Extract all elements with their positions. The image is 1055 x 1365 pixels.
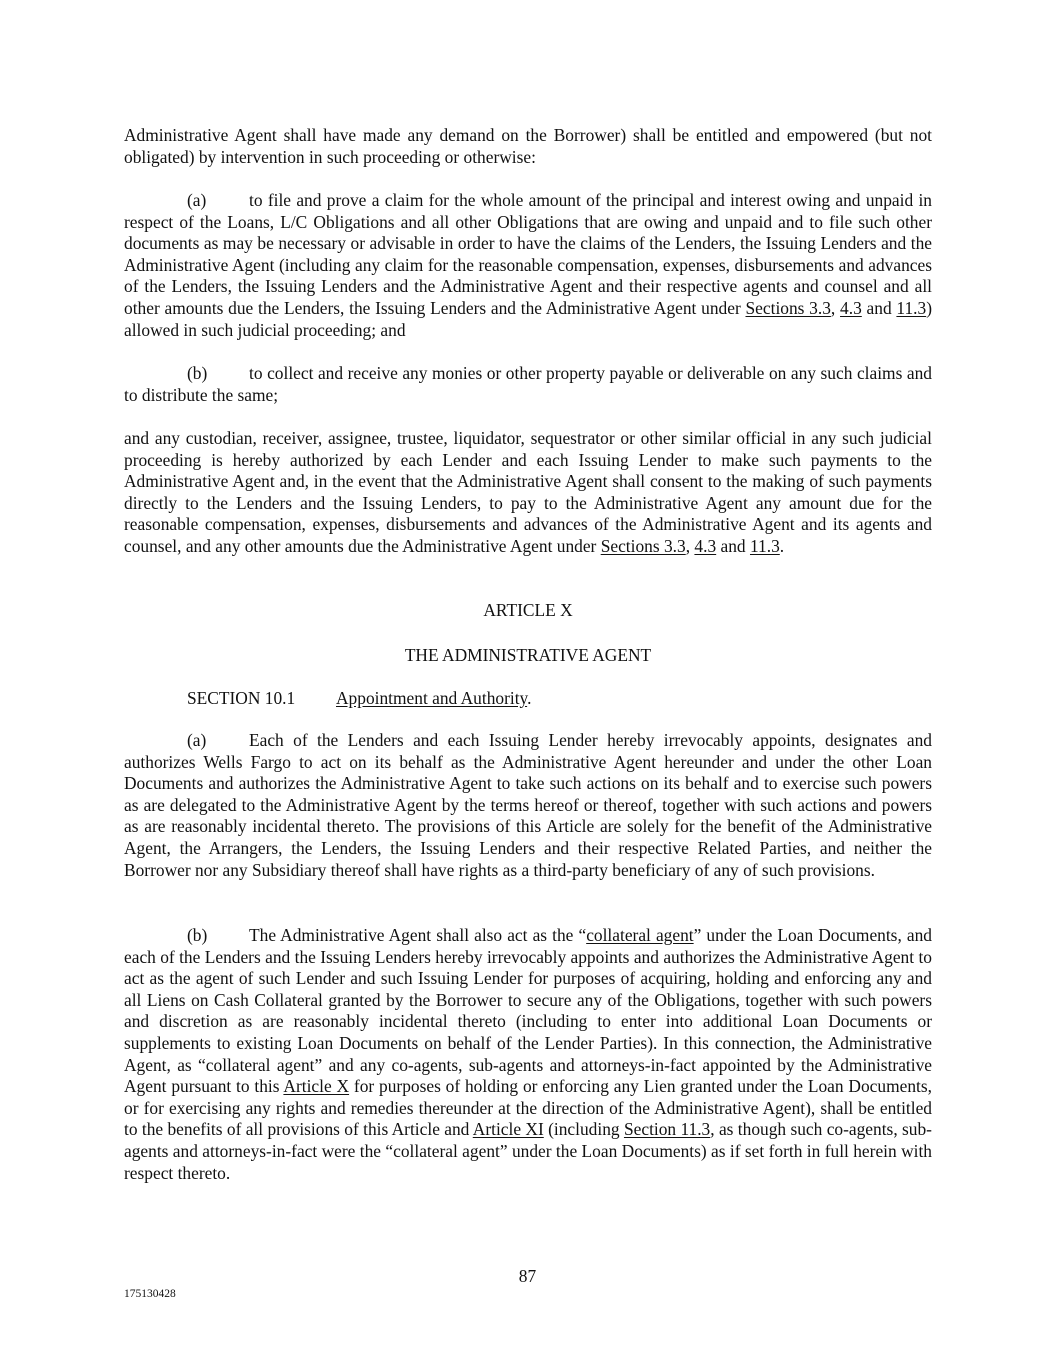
ref-section-11-3: Section 11.3 <box>623 1119 711 1140</box>
ref-11-3: 11.3 <box>749 535 780 556</box>
clause-a-label: (a) <box>187 190 207 210</box>
ref-4-3: 4.3 <box>840 297 862 318</box>
ref-article-xi: Article XI <box>472 1119 544 1140</box>
clause-a: (a) to file and prove a claim for the whole amount of the principal and interest owing and unpaid in respect of the Loans, L/C Obligations and all other Obligations that are owing and unpaid and to file such other documents as may be necessary or advisable in order to have the claims of the Lenders, the Issuing Lenders and the Administrative Agent (including any claim for the reasonable compensation, expenses, disbursements and advances of the Lenders, the Issuing Lenders and the Administrative Agent and their respective agents and counsel and all other amounts due the Lenders, the Issuing Lenders and the Administrative Agent under Sections 3.3, 4.3 and 11.3) allowed in such judicial proceeding; and <box>124 190 932 340</box>
clause-b-text: to collect and receive any monies or other property payable or deliverable on any such claims and to distribute the same; <box>124 363 932 405</box>
intro-text: Administrative Agent shall have made any demand on the Borrower) shall be entitled and empowered (but not obligated) by intervention in such proceeding or otherwise: <box>124 125 932 167</box>
section-number: SECTION 10.1 <box>187 688 296 708</box>
document-id: 175130428 <box>124 1288 176 1300</box>
ref-article-x: Article X <box>283 1076 350 1097</box>
section-title: Appointment and Authority <box>336 688 528 708</box>
term-collateral-agent: collateral agent <box>586 925 694 945</box>
clause-a-text: to file and prove a claim for the whole amount of the principal and interest owing and unpaid in respect of the Loans, L/C Obligations and all other Obligations that are owing and unpaid and to file such other documents as may be necessary or advisable in order to have the claims of the Lenders, the Issuing Lenders and the Administrative Agent (including any claim for the reasonable compensation, expenses, disbursements and advances of the Lenders, the Issuing Lenders and the Administrative Agent and their respective agents and counsel and all other amounts due the Lenders, the Issuing Lenders and the Administrative Agent under <box>124 190 932 318</box>
ref-11-3: 11.3 <box>896 297 927 318</box>
section-clause-b-label: (b) <box>187 925 208 945</box>
section-clause-a <box>124 730 932 881</box>
section-clause-a-text: Each of the Lenders and each Issuing Lender hereby irrevocably appoints, designates and authorizes Wells Fargo to act on its behalf as the Administrative Agent hereunder and under the other Loan Documents and authorizes the Administrative Agent to take such actions on its behalf and to exercise such powers as are delegated to the Administrative Agent by the terms hereof or thereof, together with such actions and powers as are reasonably incidental thereto. The provisions of this Article are solely for the benefit of the Administrative Agent, the Arrangers, the Lenders, the Issuing Lenders and their respective Related Parties, and neither the Borrower nor any Subsidiary thereof shall have rights as a third-party beneficiary of any of such provisions. <box>124 730 932 880</box>
intro-paragraph <box>124 125 932 168</box>
article-heading: ARTICLE X <box>483 600 573 620</box>
ref-4-3: 4.3 <box>694 535 717 556</box>
section-clause-a-label: (a) <box>187 730 207 750</box>
section-clause-b: (b) The Administrative Agent shall also act as the “collateral agent” under the Loan Documents, and each of the Lenders and the Issuing Lenders hereby irrevocably appoints and authorizes the Administrative Agent to act as the agent of such Lender and such Issuing Lender for purposes of acquiring, holding and enforcing any and all Liens on Cash Collateral granted by the Borrower to secure any of the Obligations, together with such powers and discretion as are reasonably incidental thereto (including to enter into additional Loan Documents or supplements to existing Loan Documents on behalf of the Lender Parties). In this connection, the Administrative Agent, as “collateral agent” and any co-agents, sub-agents and attorneys-in-fact appointed by the Administrative Agent pursuant to this Article X for purposes of holding or enforcing any Lien granted under the Loan Documents, or for exercising any rights and remedies thereunder at the direction of the Administrative Agent), shall be entitled to the benefits of all provisions of this Article and Article XI (including Section 11.3, as though such co-agents, sub-agents and attorneys-in-fact were the “collateral agent” under the Loan Documents) as if set forth in full herein with respect thereto. <box>124 925 932 1183</box>
ref-sections-3-3: Sections 3.3 <box>745 297 831 318</box>
page-number: 87 <box>518 1266 537 1286</box>
article-title: THE ADMINISTRATIVE AGENT <box>404 645 652 665</box>
custodian-text: and any custodian, receiver, assignee, trustee, liquidator, sequestrator or other similar official in any such judicial proceeding is hereby authorized by each Lender and each Issuing Lender to make such payments to the Administrative Agent and, in the event that the Administrative Agent shall consent to the making of such payments directly to the Lenders and the Issuing Lenders, to pay to the Administrative Agent any amount due for the reasonable compensation, expenses, disbursements and advances of the Administrative Agent and its agents and counsel, and any other amounts due the Administrative Agent under <box>124 428 932 556</box>
custodian-paragraph: and any custodian, receiver, assignee, trustee, liquidator, sequestrator or other similar official in any such judicial proceeding is hereby authorized by each Lender and each Issuing Lender to make such payments to the Administrative Agent and, in the event that the Administrative Agent shall consent to the making of such payments directly to the Lenders and the Issuing Lenders, to pay to the Administrative Agent any amount due for the reasonable compensation, expenses, disbursements and advances of the Administrative Agent and its agents and counsel, and any other amounts due the Administrative Agent under Sections 3.3, 4.3 and 11.3. <box>124 428 932 556</box>
clause-b <box>124 363 932 406</box>
section-heading: SECTION 10.1 Appointment and Authority. <box>187 688 532 708</box>
ref-sections-3-3: Sections 3.3 <box>600 535 686 556</box>
clause-b-label: (b) <box>187 363 208 383</box>
